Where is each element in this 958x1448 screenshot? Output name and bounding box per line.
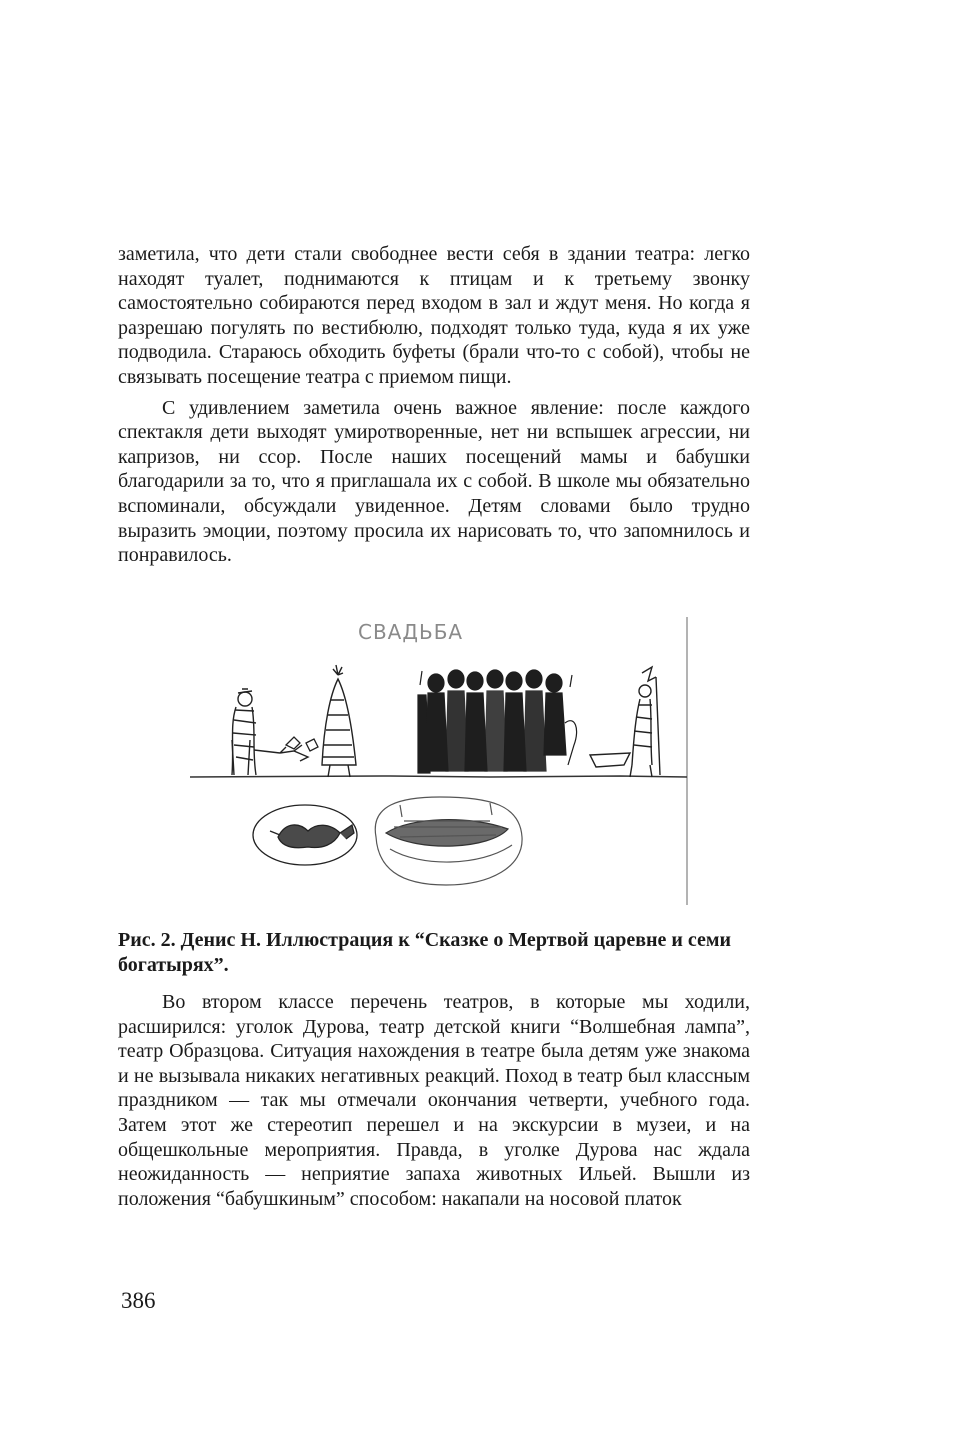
paragraph-surprise: С удивлением заметила очень важное явление: после каждого спектакля дети выходят умиротворенные, нет ни вспышек агрессии, ни капризов, ни ссор. После наших посещений мамы и бабушки благодарили за то, что я приглашала их с собой. В школе мы обязательно вспоминали, обсуждали увиденное. Детям словами было трудно выразить эмоции, поэтому просила их нарисовать то, что запомнилось и понравилось. xyxy=(118,396,750,567)
figure-caption: Рис. 2. Денис Н. Иллюстрация к “Сказке о Мертвой царевне и семи богатырях”. xyxy=(118,929,732,976)
figure-prince xyxy=(232,689,308,775)
figure-group-bogatyrs xyxy=(418,670,577,773)
oval-crystal-coffin xyxy=(375,797,522,885)
figure-princess xyxy=(322,665,356,777)
paragraph-second-grade: Во втором классе перечень театров, в которые мы ходили, расширился: уголок Дурова, театр детской книги “Волшебная лампа”, театр Образцова. Ситуация нахождения в театре была детям уже знакома и не вызывала никаких негативных реакций. Поход в театр был классным праздником — так мы отмечали окончания четверти, учебного года. Затем этот же стереотип перешел и на экскурсии в музеи, и на общешкольные мероприятия. Правда, в уголке Дурова нас ждала неожиданность — неприятие запаха животных Ильей. Вышли из положения “бабушкиным” способом: накапали на носовой платок xyxy=(118,991,750,1210)
ground-line xyxy=(190,776,687,777)
body-text-top xyxy=(118,242,750,568)
small-creatures xyxy=(286,737,318,751)
drawing-label: СВАДЬБА xyxy=(358,620,464,644)
child-drawing-figure xyxy=(190,605,700,910)
paragraph-continuation: заметила, что дети стали свободнее вести себя в здании театра: легко находят туалет, поднимаются к птицам и к третьему звонку самостоятельно собираются перед входом в зал и ждут меня. Но когда я разрешаю погулять по вестибюлю, подходят только туда, куда я их уже подводила. Стараюсь обходить буфеты (брали что-то с собой), чтобы не связывать посещение театра с приемом пищи. xyxy=(118,243,750,388)
child-drawing xyxy=(190,605,700,910)
page-number: 386 xyxy=(121,1288,156,1313)
body-text-bottom xyxy=(118,990,750,1211)
figure-right xyxy=(590,667,660,777)
oval-dog xyxy=(253,805,357,865)
